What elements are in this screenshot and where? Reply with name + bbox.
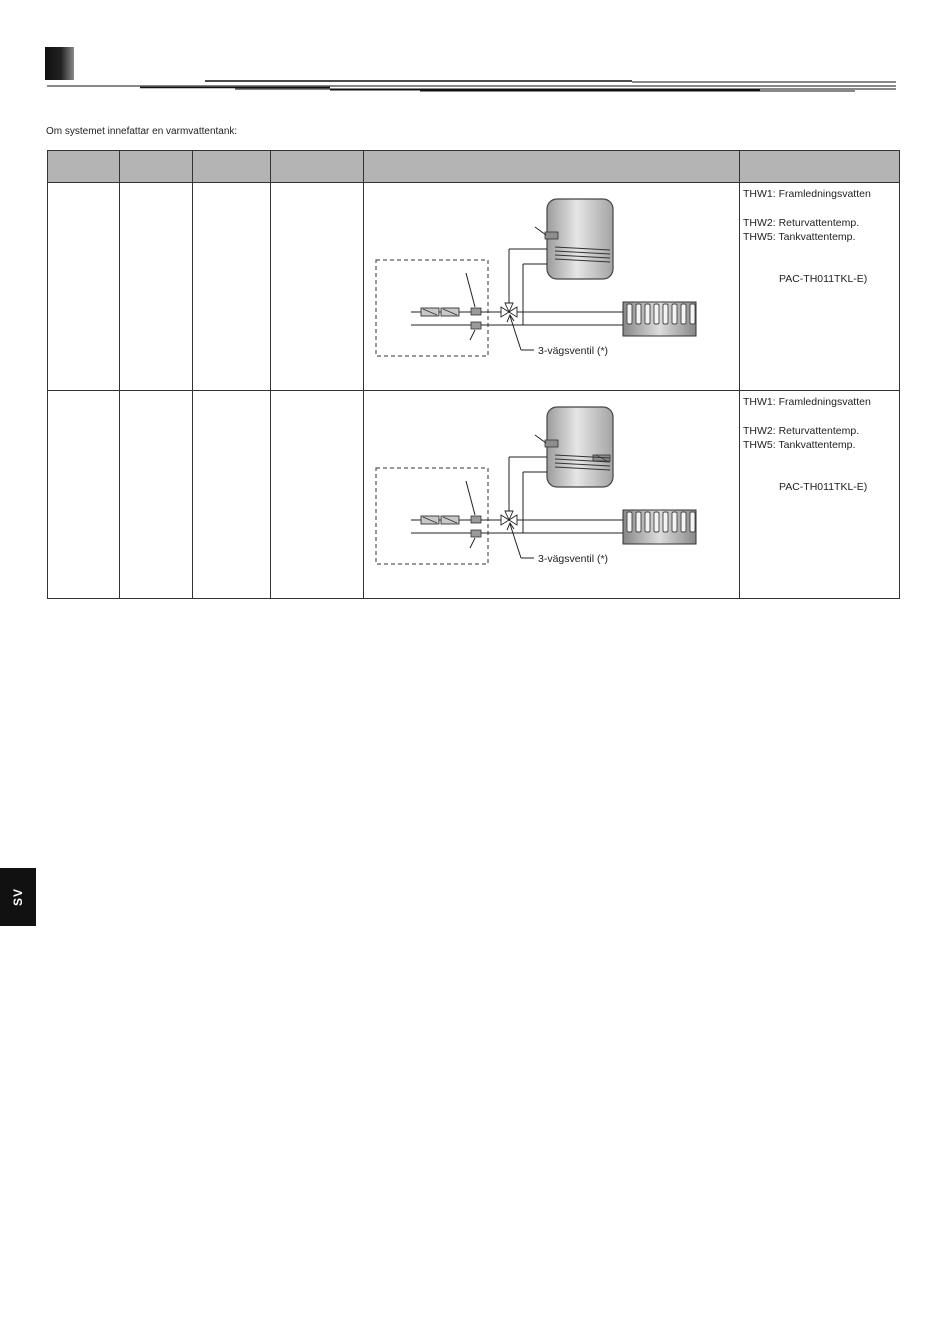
note-thw2: THW2: Returvattentemp. — [743, 425, 860, 437]
notes-cell — [740, 183, 900, 391]
three-way-valve — [501, 511, 517, 525]
header-cell — [120, 151, 193, 183]
tank-sensor-thw5 — [545, 232, 558, 239]
valve-label: 3-vägsventil (*) — [538, 553, 609, 565]
language-tab-label: SV — [10, 887, 25, 907]
header-cell — [364, 151, 740, 183]
sensor-thw1 — [471, 308, 481, 315]
table-row — [48, 391, 900, 599]
system-table — [47, 150, 900, 599]
system-diagram — [364, 183, 740, 386]
table-cell — [120, 391, 193, 599]
header-cell — [271, 151, 364, 183]
header-rules — [0, 0, 950, 100]
note-thw5: THW5: Tankvattentemp. — [743, 439, 856, 451]
sensor-thw1 — [471, 516, 481, 523]
language-tab — [0, 868, 36, 926]
sensor-thw2 — [471, 530, 481, 537]
system-diagram — [364, 391, 740, 594]
table-header-row — [48, 151, 900, 183]
table-cell — [120, 183, 193, 391]
tank-sensor-thw5 — [545, 440, 558, 447]
intro-text: Om systemet innefattar en varmvattentank: — [46, 126, 238, 137]
table-cell — [193, 183, 271, 391]
note-accessory: PAC-TH011TKL-E) — [779, 481, 868, 493]
header-cell — [48, 151, 120, 183]
radiator — [623, 302, 696, 336]
table-cell — [193, 391, 271, 599]
header-cell — [740, 151, 900, 183]
note-thw1: THW1: Framledningsvatten — [743, 396, 871, 408]
radiator — [623, 510, 696, 544]
system-diagram-cell — [364, 183, 740, 391]
system-diagram-cell — [364, 391, 740, 599]
three-way-valve — [501, 303, 517, 317]
sensor-thw2 — [471, 322, 481, 329]
table-cell — [271, 391, 364, 599]
table-row — [48, 183, 900, 391]
table-cell — [271, 183, 364, 391]
table-cell — [48, 391, 120, 599]
header-cell — [193, 151, 271, 183]
table-cell — [48, 183, 120, 391]
note-thw1: THW1: Framledningsvatten — [743, 188, 871, 200]
valve-label: 3-vägsventil (*) — [538, 345, 609, 357]
notes-cell — [740, 391, 900, 599]
note-thw5: THW5: Tankvattentemp. — [743, 231, 856, 243]
note-accessory: PAC-TH011TKL-E) — [779, 273, 868, 285]
note-thw2: THW2: Returvattentemp. — [743, 217, 860, 229]
